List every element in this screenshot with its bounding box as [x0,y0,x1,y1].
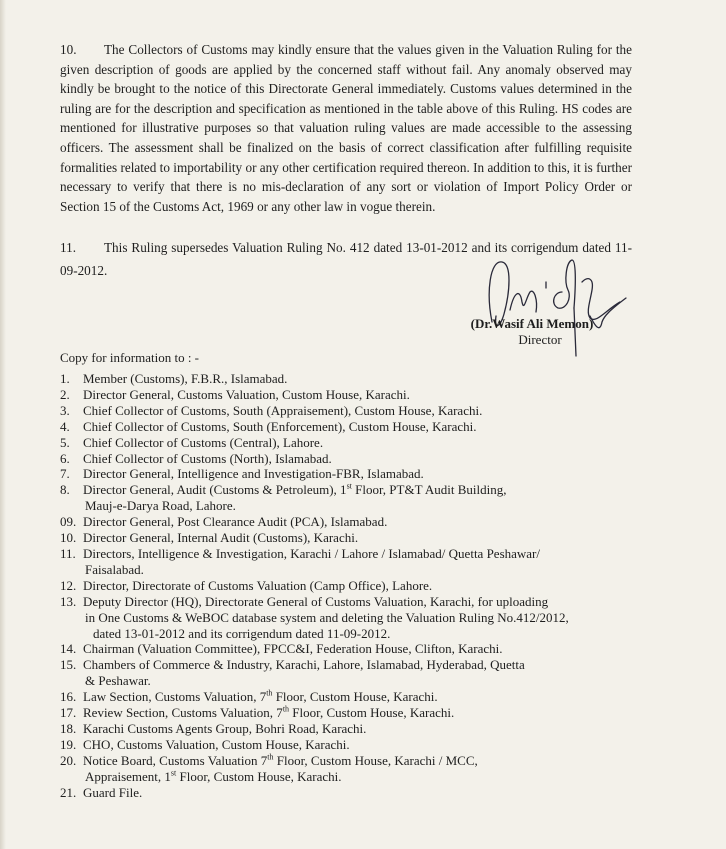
item-number: 10. [60,530,77,546]
item-text: CHO, Customs Valuation, Custom House, Karachi. [83,736,350,752]
item-text: Chief Collector of Customs (Central), Lahore. [83,434,324,450]
ordinal-suffix: st [170,768,177,778]
ordinal-suffix: th [266,688,273,698]
distribution-item [60,482,660,514]
item-text: Guard File. [83,784,143,800]
distribution-item [60,371,660,387]
copy-to-heading: Copy for information to : - [60,350,200,365]
item-continuation: Faisalabad. [85,561,144,577]
item-text: Karachi Customs Agents Group, Bohri Road, Karachi. [83,720,367,736]
distribution-item [60,514,660,530]
item-number: 14. [60,641,77,657]
item-text-part: Floor, Custom House, Karachi. [289,705,455,721]
item-number: 7. [60,466,70,482]
paragraph-11-text: This Ruling supersedes Valuation Ruling No. 412 dated 13-01-2012 and its corrigendum dated 11-09-2012. [60,240,632,278]
signatory-designation: Director [518,332,562,347]
item-text-part: Notice Board, Customs Valuation 7 [83,752,268,768]
distribution-item [60,657,660,689]
item-text: Chambers of Commerce & Industry, Karachi, Lahore, Islamabad, Hyderabad, Quetta [83,657,525,673]
item-number: 16. [60,689,77,705]
item-number: 21. [60,784,77,800]
item-number: 15. [60,657,77,673]
item-text-part: Director General, Audit (Customs & Petroleum), 1 [83,482,347,498]
distribution-item [60,594,660,642]
item-number: 3. [60,402,70,418]
item-text: Director General, Post Clearance Audit (PCA), Islamabad. [83,514,388,530]
item-text: Director General, Customs Valuation, Custom House, Karachi. [83,386,410,402]
ordinal-suffix: st [346,482,352,492]
item-text [83,705,454,720]
signature-block [452,316,612,348]
item-number: 6. [60,450,70,466]
item-continuation: dated 13-01-2012 and its corrigendum dated 11-09-2012. [93,625,391,641]
distribution-item [60,387,660,403]
distribution-item [60,737,660,753]
distribution-item [60,578,660,594]
item-number: 13. [60,593,77,609]
item-number: 11. [60,545,76,561]
item-number: 2. [60,386,70,402]
paragraph-10-number: 10. [60,42,77,57]
item-continuation [83,769,660,785]
item-number: 18. [60,720,77,736]
distribution-item [60,785,660,801]
item-text-part: Floor, Custom House, Karachi. [176,768,342,784]
item-text-part: Appraisement, 1 [85,768,171,784]
item-text: Chief Collector of Customs, South (Enforcement), Custom House, Karachi. [83,418,477,434]
item-number: 5. [60,434,70,450]
item-text-part: Review Section, Customs Valuation, 7 [83,705,283,721]
item-text [83,689,438,704]
distribution-item [60,466,660,482]
item-text-part: Floor, Custom House, Karachi. [272,689,438,705]
distribution-item [60,435,660,451]
distribution-item [60,546,660,578]
item-continuation: Mauj-e-Darya Road, Lahore. [85,498,236,514]
item-number: 12. [60,577,77,593]
signatory-name: (Dr.Wasif Ali Memon) [470,316,594,331]
distribution-list [60,371,660,800]
item-number: 4. [60,418,70,434]
item-number: 17. [60,705,77,721]
item-text: Directors, Intelligence & Investigation, Karachi / Lahore / Islamabad/ Quetta Peshawar/ [83,545,540,561]
item-text: Director General, Internal Audit (Customs), Karachi. [83,530,359,546]
scan-edge-shadow [0,0,6,849]
distribution-item [60,530,660,546]
ordinal-suffix: th [267,752,274,762]
item-number: 1. [60,371,70,386]
distribution-item [60,419,660,435]
item-number: 19. [60,736,77,752]
item-number: 8. [60,482,70,498]
distribution-item [60,689,660,705]
item-text-part: Floor, PT&T Audit Building, [351,482,507,498]
paragraph-10-text: The Collectors of Customs may kindly ensure that the values given in the Valuation Ruling for the given description of goods are applied by the concerned staff without fail. Any anomaly observed may kindly be brought to the notice of this Directorate General immediately. Customs values determined in the ruling are for the description and specification as mentioned in the table above of this Ruling. HS codes are mentioned for illustrative purposes so that valuation ruling values are made accessible to the assessing officers. The assessment shall be finalized on the basis of correct classification after fulfilling requisite formalities related to importability or any other certification required thereon. In addition to this, it is further necessary to verify that there is no mis-declaration of any sort or violation of Import Policy Order or Section 15 of the Customs Act, 1969 or any other law in vogue therein. [60,42,632,214]
item-continuation: & Peshawar. [85,673,151,689]
item-continuation: in One Customs & WeBOC database system and deleting the Valuation Ruling No.412/2012, [85,609,569,625]
ordinal-suffix: th [282,704,290,714]
item-text [83,482,506,497]
item-text: Director General, Intelligence and Investigation-FBR, Islamabad. [83,466,424,482]
distribution-item [60,451,660,467]
item-text: Director, Directorate of Customs Valuation (Camp Office), Lahore. [83,577,433,593]
item-text: Chief Collector of Customs, South (Appraisement), Custom House, Karachi. [83,402,483,418]
item-text: Chief Collector of Customs (North), Islamabad. [83,450,332,466]
item-text: Member (Customs), F.B.R., Islamabad. [83,371,288,386]
item-text [83,753,478,768]
distribution-item [60,753,660,785]
item-number: 20. [60,752,77,768]
distribution-item [60,721,660,737]
item-text-part: Law Section, Customs Valuation, 7 [83,689,267,705]
distribution-item [60,403,660,419]
paragraph-11-number: 11. [60,240,76,255]
paragraph-10 [60,40,632,216]
item-text-part: Floor, Custom House, Karachi / MCC, [273,752,478,768]
distribution-item [60,641,660,657]
item-text: Chairman (Valuation Committee), FPCC&I, Federation House, Clifton, Karachi. [83,641,503,657]
distribution-item [60,705,660,721]
item-text: Deputy Director (HQ), Directorate General of Customs Valuation, Karachi, for uploading [83,593,549,609]
item-number: 09. [60,514,77,530]
